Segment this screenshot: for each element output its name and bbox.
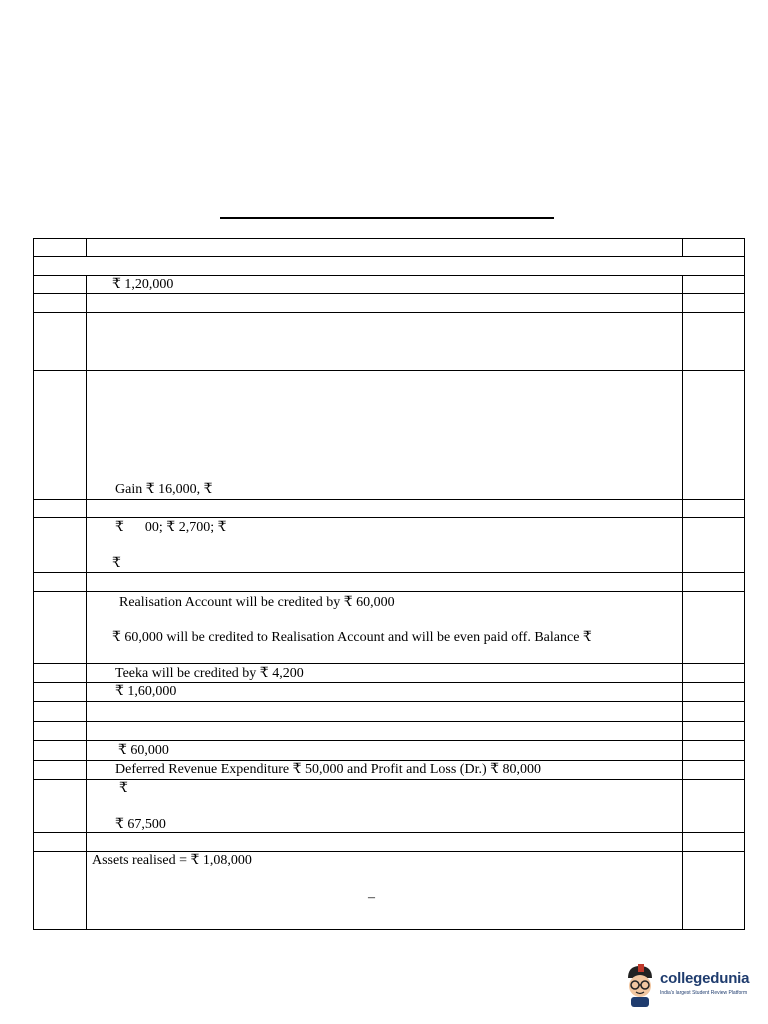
sno-cell xyxy=(34,371,87,500)
table-row xyxy=(34,592,745,664)
sno-cell xyxy=(34,592,87,664)
sno-cell xyxy=(34,518,87,573)
table-row xyxy=(34,702,745,722)
marks-cell xyxy=(683,500,745,518)
marks-cell xyxy=(683,722,745,741)
answer-cell xyxy=(87,592,683,664)
table-row xyxy=(34,371,745,500)
table-row xyxy=(34,257,745,276)
marks-cell xyxy=(683,518,745,573)
table-row xyxy=(34,294,745,313)
table-row xyxy=(34,833,745,852)
answer-text: ₹ 60,000 xyxy=(118,743,169,758)
marks-cell xyxy=(683,741,745,761)
marks-cell xyxy=(683,702,745,722)
marks-cell xyxy=(683,276,745,294)
sno-cell xyxy=(34,313,87,371)
collegedunia-logo xyxy=(622,964,762,1010)
answer-text: ₹ 00; ₹ 2,700; ₹ xyxy=(115,520,227,535)
logo-name: collegedunia xyxy=(660,970,750,987)
table-row xyxy=(34,683,745,702)
table-row xyxy=(34,313,745,371)
marks-cell xyxy=(683,239,745,257)
table-row xyxy=(34,500,745,518)
answer-text: ₹ xyxy=(112,556,121,571)
sno-cell xyxy=(34,761,87,780)
answer-text: ₹ 1,20,000 xyxy=(112,277,174,292)
marks-cell xyxy=(683,852,745,930)
table-row xyxy=(34,741,745,761)
answer-cell xyxy=(87,833,683,852)
sno-cell xyxy=(34,683,87,702)
answer-cell xyxy=(87,518,683,573)
marks-cell xyxy=(683,683,745,702)
marks-cell xyxy=(683,833,745,852)
marks-cell xyxy=(683,294,745,313)
answer-text: Deferred Revenue Expenditure ₹ 50,000 and Profit and Loss (Dr.) ₹ 80,000 xyxy=(115,762,542,777)
answer-text: Gain ₹ 16,000, ₹ xyxy=(115,482,213,497)
marks-cell xyxy=(683,313,745,371)
answer-text: ₹ xyxy=(119,781,128,796)
answer-cell xyxy=(87,722,683,741)
marks-cell xyxy=(683,592,745,664)
answer-text: Teeka will be credited by ₹ 4,200 xyxy=(115,666,304,681)
sno-cell xyxy=(34,833,87,852)
answer-cell xyxy=(87,573,683,592)
sno-cell xyxy=(34,239,87,257)
mascot-icon xyxy=(622,964,658,1008)
section-heading-cell xyxy=(34,257,745,276)
answer-text: ₹ 67,500 xyxy=(115,817,166,832)
answer-cell xyxy=(87,761,683,780)
answer-cell xyxy=(87,683,683,702)
answer-text: ₹ 60,000 will be credited to Realisation Account and will be even paid off. Balance ₹ xyxy=(112,630,592,645)
answer-cell xyxy=(87,852,683,930)
marks-cell xyxy=(683,780,745,833)
answer-text: – xyxy=(368,890,375,905)
marks-cell xyxy=(683,573,745,592)
table-row xyxy=(34,276,745,294)
answer-cell xyxy=(87,664,683,683)
answer-text: Assets realised = ₹ 1,08,000 xyxy=(92,853,252,868)
table-row xyxy=(34,761,745,780)
sno-cell xyxy=(34,664,87,683)
sno-cell xyxy=(34,780,87,833)
table-row xyxy=(34,852,745,930)
sno-cell xyxy=(34,702,87,722)
table-row xyxy=(34,573,745,592)
marks-cell xyxy=(683,371,745,500)
sno-cell xyxy=(34,500,87,518)
answer-text: ₹ 1,60,000 xyxy=(115,684,177,699)
answer-cell xyxy=(87,780,683,833)
table-row xyxy=(34,518,745,573)
sno-cell xyxy=(34,294,87,313)
sno-cell xyxy=(34,741,87,761)
marks-cell xyxy=(683,761,745,780)
answer-cell xyxy=(87,294,683,313)
answer-text: Realisation Account will be credited by ₹ 60,000 xyxy=(119,595,395,610)
table-row xyxy=(34,722,745,741)
answer-cell xyxy=(87,276,683,294)
marks-cell xyxy=(683,664,745,683)
title-underline xyxy=(220,217,554,219)
sno-cell xyxy=(34,852,87,930)
table-row xyxy=(34,780,745,833)
answer-cell xyxy=(87,702,683,722)
logo-tagline: India's largest Student Review Platform xyxy=(660,990,748,996)
answer-cell xyxy=(87,313,683,371)
answer-cell xyxy=(87,371,683,500)
sno-cell xyxy=(34,276,87,294)
sno-cell xyxy=(34,722,87,741)
table-row xyxy=(34,664,745,683)
answer-cell xyxy=(87,741,683,761)
answer-cell xyxy=(87,239,683,257)
sno-cell xyxy=(34,573,87,592)
table-row xyxy=(34,239,745,257)
answer-cell xyxy=(87,500,683,518)
answer-table xyxy=(33,238,745,930)
